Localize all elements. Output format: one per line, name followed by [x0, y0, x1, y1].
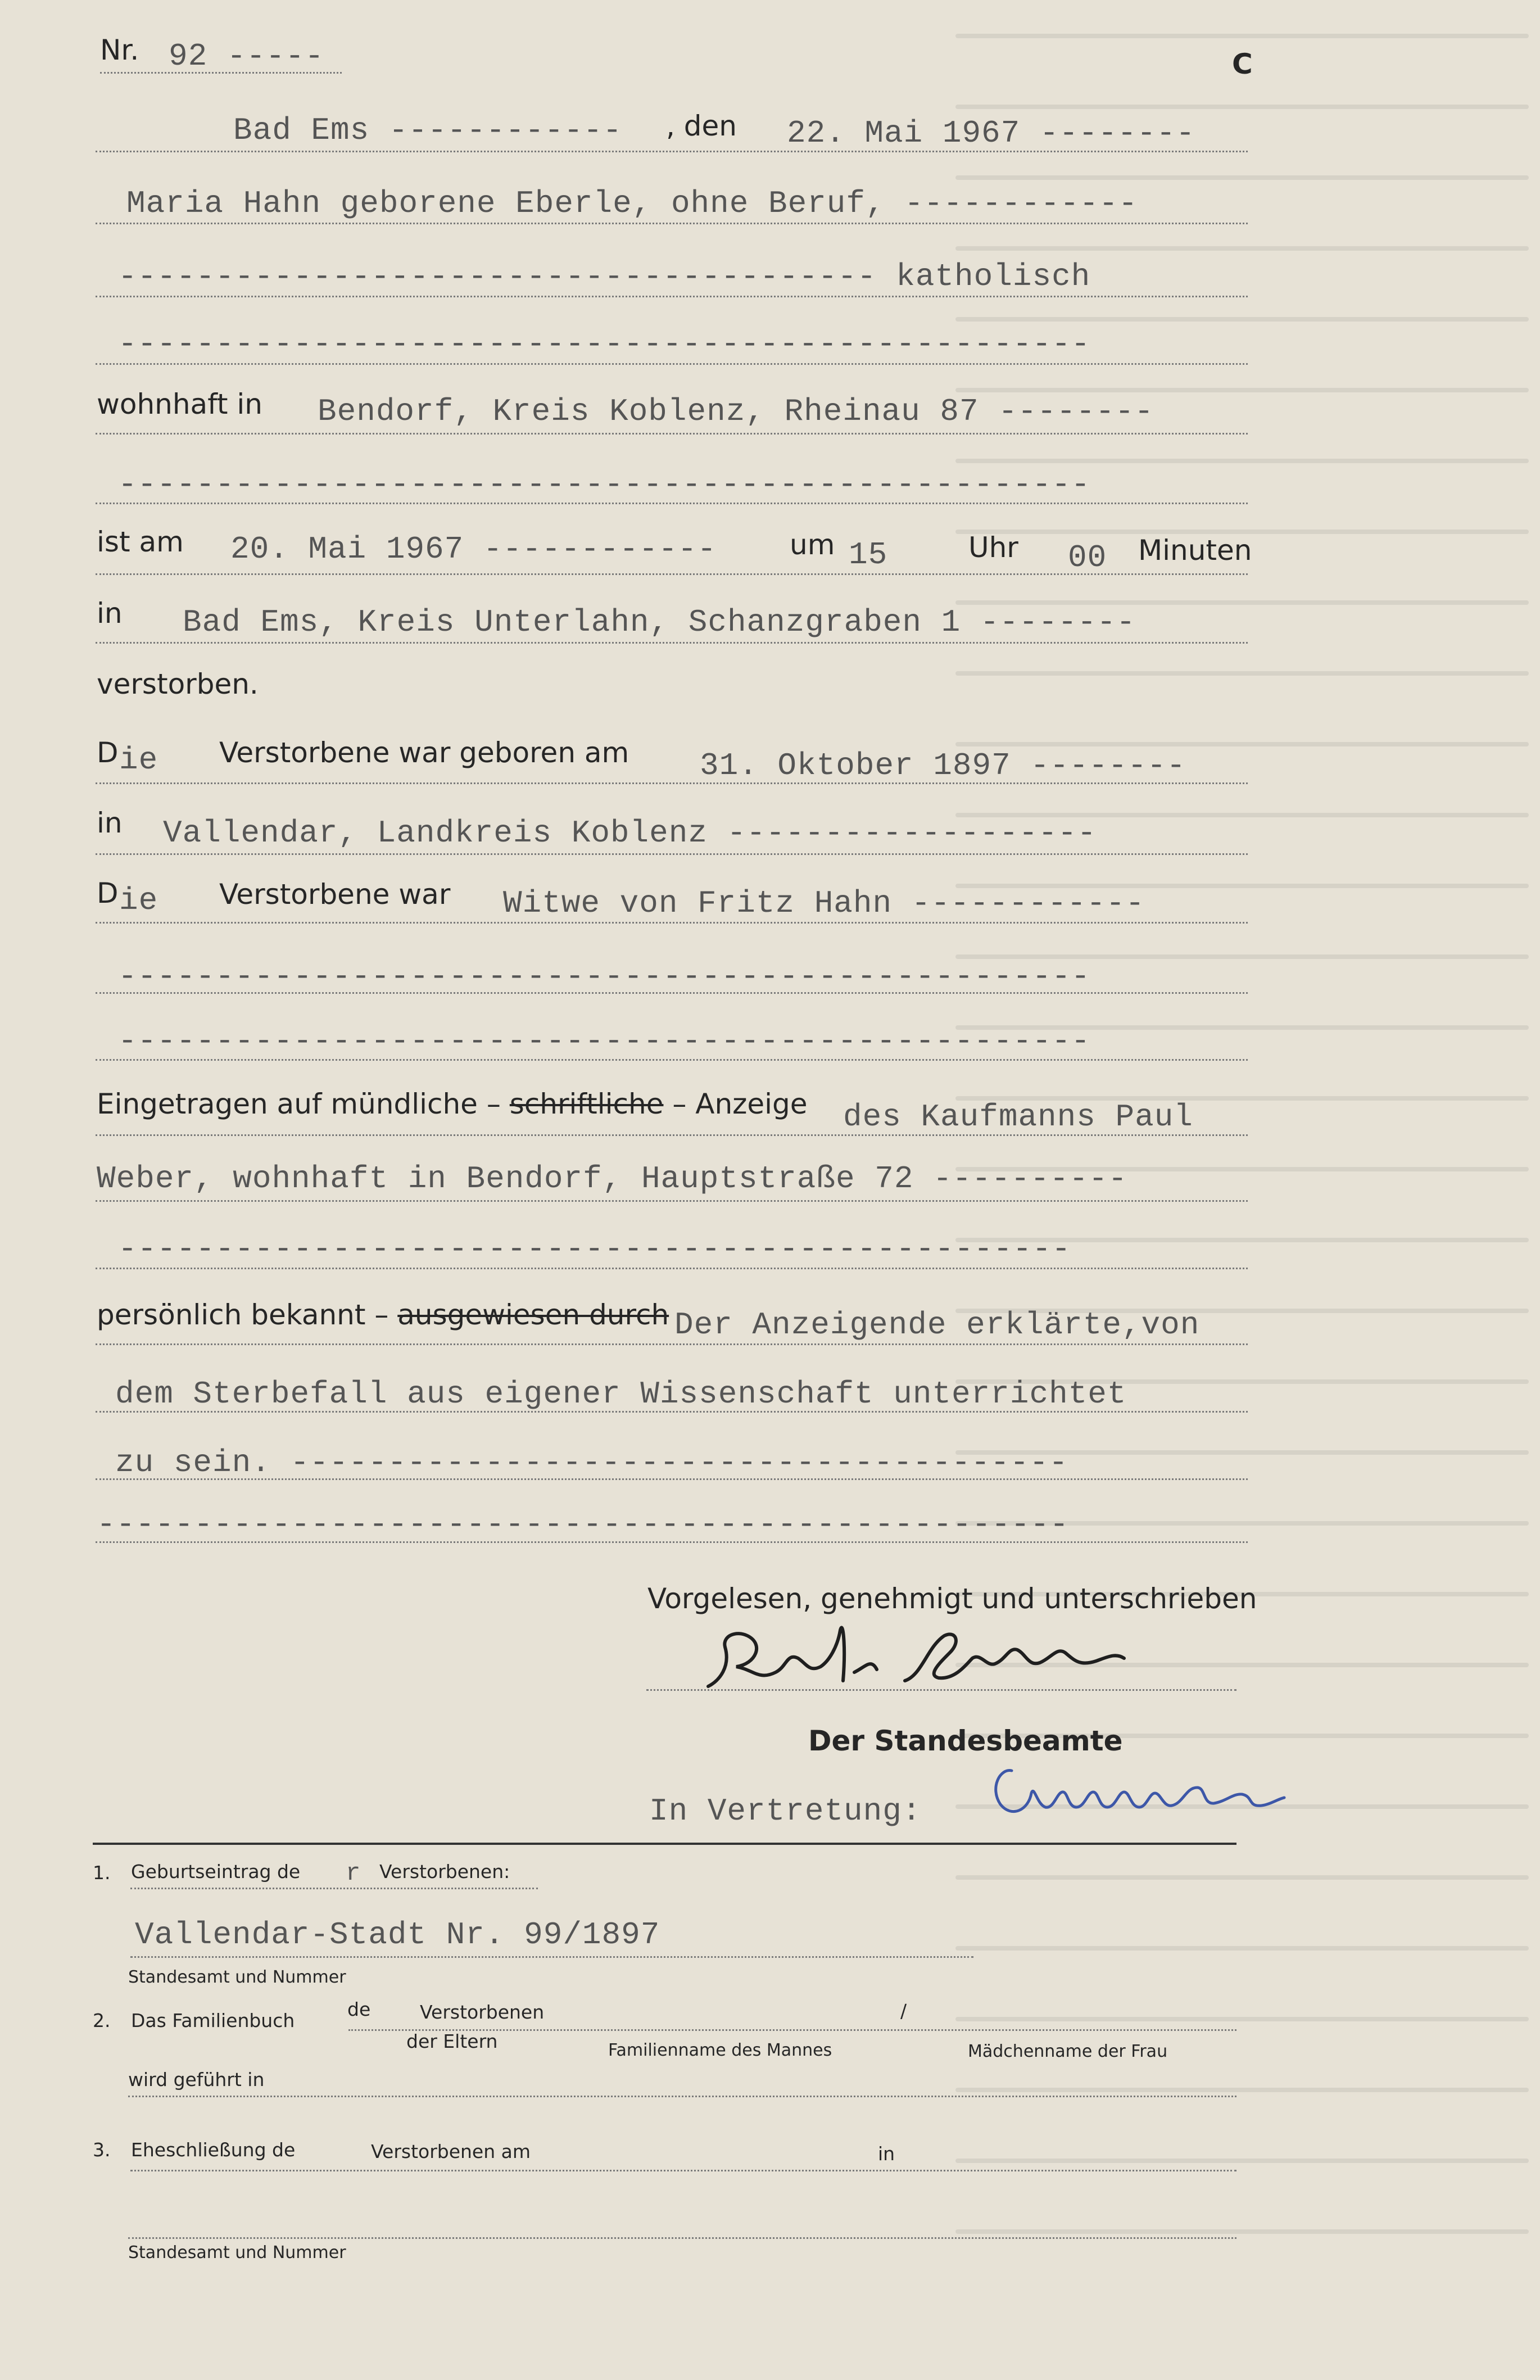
birth-entry-label: Geburtseintrag de [131, 1861, 301, 1883]
dash-line: -------------------------------------------------- [118, 467, 1091, 503]
rule [96, 503, 1248, 504]
marital-status-label: Verstorbene war [219, 878, 451, 911]
rule [96, 1268, 1248, 1269]
den-label: , den [666, 110, 737, 142]
place-of-death: Bad Ems, Kreis Unterlahn, Schanzgraben 1 -------- [183, 604, 1136, 640]
ie-suffix: ie [119, 883, 158, 918]
rule [96, 296, 1248, 297]
rule [96, 853, 1248, 855]
hour: 15 [849, 537, 888, 573]
declaration-line-2: dem Sterbefall aus eigener Wissenschaft unterrichtet [115, 1376, 1127, 1412]
husband-surname-caption: Familienname des Mannes [608, 2040, 832, 2060]
informant: des Kaufmanns Paul [843, 1099, 1193, 1135]
date-of-death: 20. Mai 1967 ------------ [230, 531, 717, 567]
rule [96, 363, 1248, 365]
birthplace-label: in [97, 807, 123, 839]
kept-in-label: wird geführt in [128, 2069, 265, 2091]
residence-label: wohnhaft in [97, 388, 262, 420]
minuten-label: Minuten [1138, 534, 1252, 567]
read-approved-signed: Vorgelesen, genehmigt und unterschrieben [647, 1582, 1257, 1615]
rule [130, 1956, 973, 1958]
rule [128, 2237, 1236, 2239]
footer-number-1: 1. [93, 1862, 111, 1884]
nr-label: Nr. [100, 34, 139, 66]
date-of-birth: 31. Oktober 1897 -------- [700, 748, 1186, 784]
registration-written-struck: schriftliche [509, 1088, 664, 1120]
date-of-death-label: ist am [97, 526, 184, 558]
dash-line: -------------------------------------------------- [97, 1506, 1070, 1542]
record-date: 22. Mai 1967 -------- [787, 115, 1195, 151]
rule [128, 2096, 1236, 2097]
place-of-death-label: in [97, 597, 123, 630]
personally-known: persönlich bekannt – [97, 1298, 389, 1331]
registry-office-caption: Standesamt und Nummer [128, 1967, 346, 1987]
marriage-label: Eheschließung de [131, 2139, 296, 2161]
identification-label [97, 1298, 669, 1331]
birth-entry-r: r [346, 1859, 361, 1888]
rule [646, 1689, 1236, 1691]
family-book-label: Das Familienbuch [131, 2010, 295, 2031]
informant-address: Weber, wohnhaft in Bendorf, Hauptstraße 72 ---------- [97, 1161, 1128, 1197]
rule [96, 1478, 1248, 1480]
record-number: 92 ----- [169, 38, 324, 74]
family-book-de: de [347, 1998, 371, 2020]
rule [96, 1411, 1248, 1413]
um-label: um [790, 528, 835, 561]
birth-entry-value: Vallendar-Stadt Nr. 99/1897 [135, 1917, 660, 1953]
rule [100, 72, 342, 74]
marriage-label-2: Verstorbenen am [371, 2141, 531, 2162]
rule [96, 1134, 1248, 1136]
rule [96, 573, 1248, 575]
rule [96, 1541, 1248, 1543]
footer-number-2: 2. [93, 2010, 111, 2031]
registrar-label: Der Standesbeamte [808, 1725, 1123, 1757]
rule [348, 2029, 1236, 2031]
marital-status: Witwe von Fritz Hahn ------------ [503, 885, 1145, 921]
footer-number-3: 3. [93, 2139, 111, 2161]
deputy-signature [978, 1754, 1293, 1838]
marriage-in-label: in [878, 2143, 895, 2165]
rule [96, 151, 1248, 152]
uhr-label: Uhr [968, 531, 1018, 564]
registration-notice: – Anzeige [672, 1088, 808, 1120]
d-label: D [97, 877, 119, 910]
rule [96, 1200, 1248, 1202]
deceased-name: Maria Hahn geborene Eberle, ohne Beruf, ------------ [126, 185, 1138, 221]
birth-entry-label-2: Verstorbenen: [379, 1861, 510, 1883]
birthplace: Vallendar, Landkreis Koblenz ------------------- [163, 815, 1097, 851]
family-book-slash: / [900, 2000, 907, 2022]
rule [96, 1059, 1248, 1061]
deputy-label: In Vertretung: [649, 1793, 922, 1829]
wife-maiden-name-caption: Mädchenname der Frau [968, 2042, 1168, 2061]
deputy-signature-line [646, 1843, 1236, 1845]
d-label: D [97, 736, 119, 769]
religion: --------------------------------------- katholisch [118, 259, 1091, 295]
declaration-line-3: zu sein. ---------------------------------------- [115, 1445, 1068, 1481]
minutes: 00 [1068, 540, 1107, 576]
residence: Bendorf, Kreis Koblenz, Rheinau 87 -------- [318, 393, 1154, 429]
declaration-line-1: Der Anzeigende erklärte,von [674, 1307, 1200, 1343]
rule [96, 992, 1248, 994]
dash-line: -------------------------------------------------- [118, 1023, 1091, 1059]
rule [130, 2170, 1236, 2171]
place: Bad Ems ------------ [233, 112, 623, 148]
born-label: Verstorbene war geboren am [219, 736, 629, 769]
dash-line: -------------------------------------------------- [118, 326, 1091, 362]
rule [96, 433, 1248, 435]
rule [96, 1343, 1248, 1345]
registry-office-caption: Standesamt und Nummer [128, 2243, 346, 2263]
registration-oral: Eingetragen auf mündliche – [97, 1088, 501, 1120]
dash-line: ------------------------------------------------- [118, 1231, 1071, 1267]
corner-letter: C [1232, 48, 1253, 80]
verstorben-label: verstorben. [97, 668, 259, 700]
identified-by-struck: ausgewiesen durch [397, 1298, 669, 1331]
ie-suffix: ie [119, 742, 158, 778]
rule [96, 223, 1248, 224]
dash-line: -------------------------------------------------- [118, 958, 1091, 994]
registrar-signature-line [93, 1843, 655, 1845]
rule [96, 922, 1248, 924]
registration-label [97, 1088, 808, 1120]
rule [96, 642, 1248, 644]
family-book-deceased: Verstorbenen [420, 2001, 545, 2023]
rule [130, 1888, 538, 1889]
family-book-parents: der Eltern [406, 2030, 498, 2052]
rule [96, 782, 1248, 784]
